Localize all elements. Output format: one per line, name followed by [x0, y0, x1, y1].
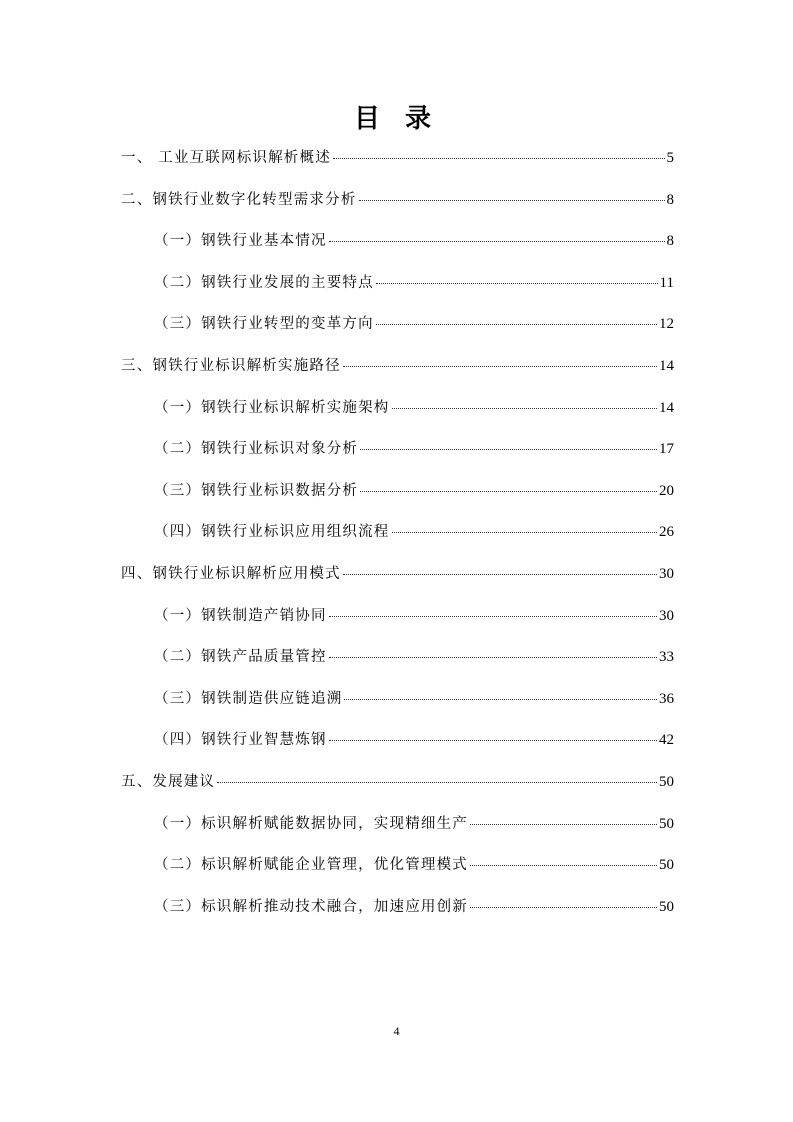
toc-entry-label: （四）钢铁行业标识应用组织流程	[154, 524, 390, 541]
toc-entry-label: （一）钢铁行业基本情况	[154, 233, 327, 250]
toc-entry-label: （三）钢铁制造供应链追溯	[154, 690, 343, 707]
table-of-contents	[121, 146, 674, 936]
toc-entry-page: 42	[659, 732, 674, 749]
toc-entry-label: 三、钢铁行业标识解析实施路径	[121, 357, 341, 374]
toc-title: 目 录	[353, 104, 440, 134]
toc-entry-label: （一）标识解析赋能数据协同，实现精细生产	[154, 815, 468, 832]
toc-entry-label: （三）钢铁行业转型的变革方向	[154, 316, 374, 333]
toc-entry-label: （一）钢铁行业标识解析实施架构	[154, 399, 390, 416]
toc-entry[interactable]	[121, 770, 674, 812]
toc-entry-page: 11	[659, 274, 674, 291]
dot-leader	[360, 491, 657, 492]
toc-entry[interactable]	[121, 520, 674, 562]
toc-entry-page: 8	[666, 233, 674, 250]
toc-entry-label: （二）钢铁产品质量管控	[154, 649, 327, 666]
toc-entry-label: 四、钢铁行业标识解析应用模式	[121, 565, 341, 582]
toc-entry-page: 14	[659, 357, 674, 374]
dot-leader	[392, 532, 658, 533]
toc-entry[interactable]	[121, 229, 674, 271]
toc-entry-label: 五、发展建议	[121, 773, 216, 790]
toc-entry-page: 50	[659, 857, 674, 874]
toc-entry-page: 33	[659, 649, 674, 666]
toc-entry[interactable]	[121, 271, 674, 313]
toc-entry[interactable]	[121, 687, 674, 729]
toc-entry-page: 30	[659, 607, 674, 624]
dot-leader	[343, 574, 657, 575]
toc-entry-label: 一、 工业互联网标识解析概述	[121, 150, 331, 166]
dot-leader	[344, 699, 657, 700]
toc-entry[interactable]	[121, 604, 674, 646]
toc-entry-page: 17	[659, 441, 674, 458]
dot-leader	[329, 657, 657, 658]
toc-entry-page: 50	[659, 773, 674, 790]
toc-entry[interactable]	[121, 562, 674, 604]
toc-entry-label: （二）标识解析赋能企业管理，优化管理模式	[154, 857, 468, 874]
dot-leader	[470, 865, 657, 866]
toc-entry-page: 20	[659, 482, 674, 499]
toc-entry-label: （四）钢铁行业智慧炼钢	[154, 732, 327, 749]
page-number: 4	[393, 1024, 400, 1038]
toc-entry[interactable]	[121, 312, 674, 354]
toc-entry-label: （二）钢铁行业发展的主要特点	[154, 274, 374, 291]
dot-leader	[343, 366, 657, 367]
toc-entry-label: 二、钢铁行业数字化转型需求分析	[121, 191, 357, 208]
toc-entry[interactable]	[121, 812, 674, 854]
toc-entry-label: （三）钢铁行业标识数据分析	[154, 482, 359, 499]
toc-entry-page: 36	[659, 690, 674, 707]
dot-leader	[360, 449, 657, 450]
dot-leader	[359, 200, 665, 201]
dot-leader	[392, 408, 658, 409]
toc-entry[interactable]	[121, 396, 674, 438]
dot-leader	[329, 616, 657, 617]
toc-entry[interactable]	[121, 479, 674, 521]
toc-entry[interactable]	[121, 354, 674, 396]
dot-leader	[329, 241, 665, 242]
toc-entry[interactable]	[121, 895, 674, 937]
toc-entry[interactable]	[121, 146, 674, 188]
dot-leader	[329, 740, 657, 741]
dot-leader	[217, 782, 657, 783]
dot-leader	[470, 824, 657, 825]
toc-entry[interactable]	[121, 728, 674, 770]
toc-entry-page: 12	[659, 316, 674, 333]
toc-entry[interactable]	[121, 437, 674, 479]
toc-entry-page: 50	[659, 898, 674, 915]
toc-entry-label: （三）标识解析推动技术融合，加速应用创新	[154, 898, 468, 915]
toc-entry-label: （二）钢铁行业标识对象分析	[154, 441, 359, 458]
toc-entry-page: 30	[659, 565, 674, 582]
toc-entry-label: （一）钢铁制造产销协同	[154, 607, 327, 624]
toc-entry-page: 5	[666, 150, 674, 166]
toc-entry-page: 26	[659, 524, 674, 541]
toc-entry-page: 50	[659, 815, 674, 832]
dot-leader	[376, 283, 658, 284]
toc-entry-page: 14	[659, 399, 674, 416]
dot-leader	[470, 907, 657, 908]
toc-entry[interactable]	[121, 188, 674, 230]
toc-entry[interactable]	[121, 645, 674, 687]
dot-leader	[333, 158, 665, 159]
toc-entry[interactable]	[121, 853, 674, 895]
dot-leader	[376, 324, 657, 325]
toc-entry-page: 8	[666, 191, 674, 208]
